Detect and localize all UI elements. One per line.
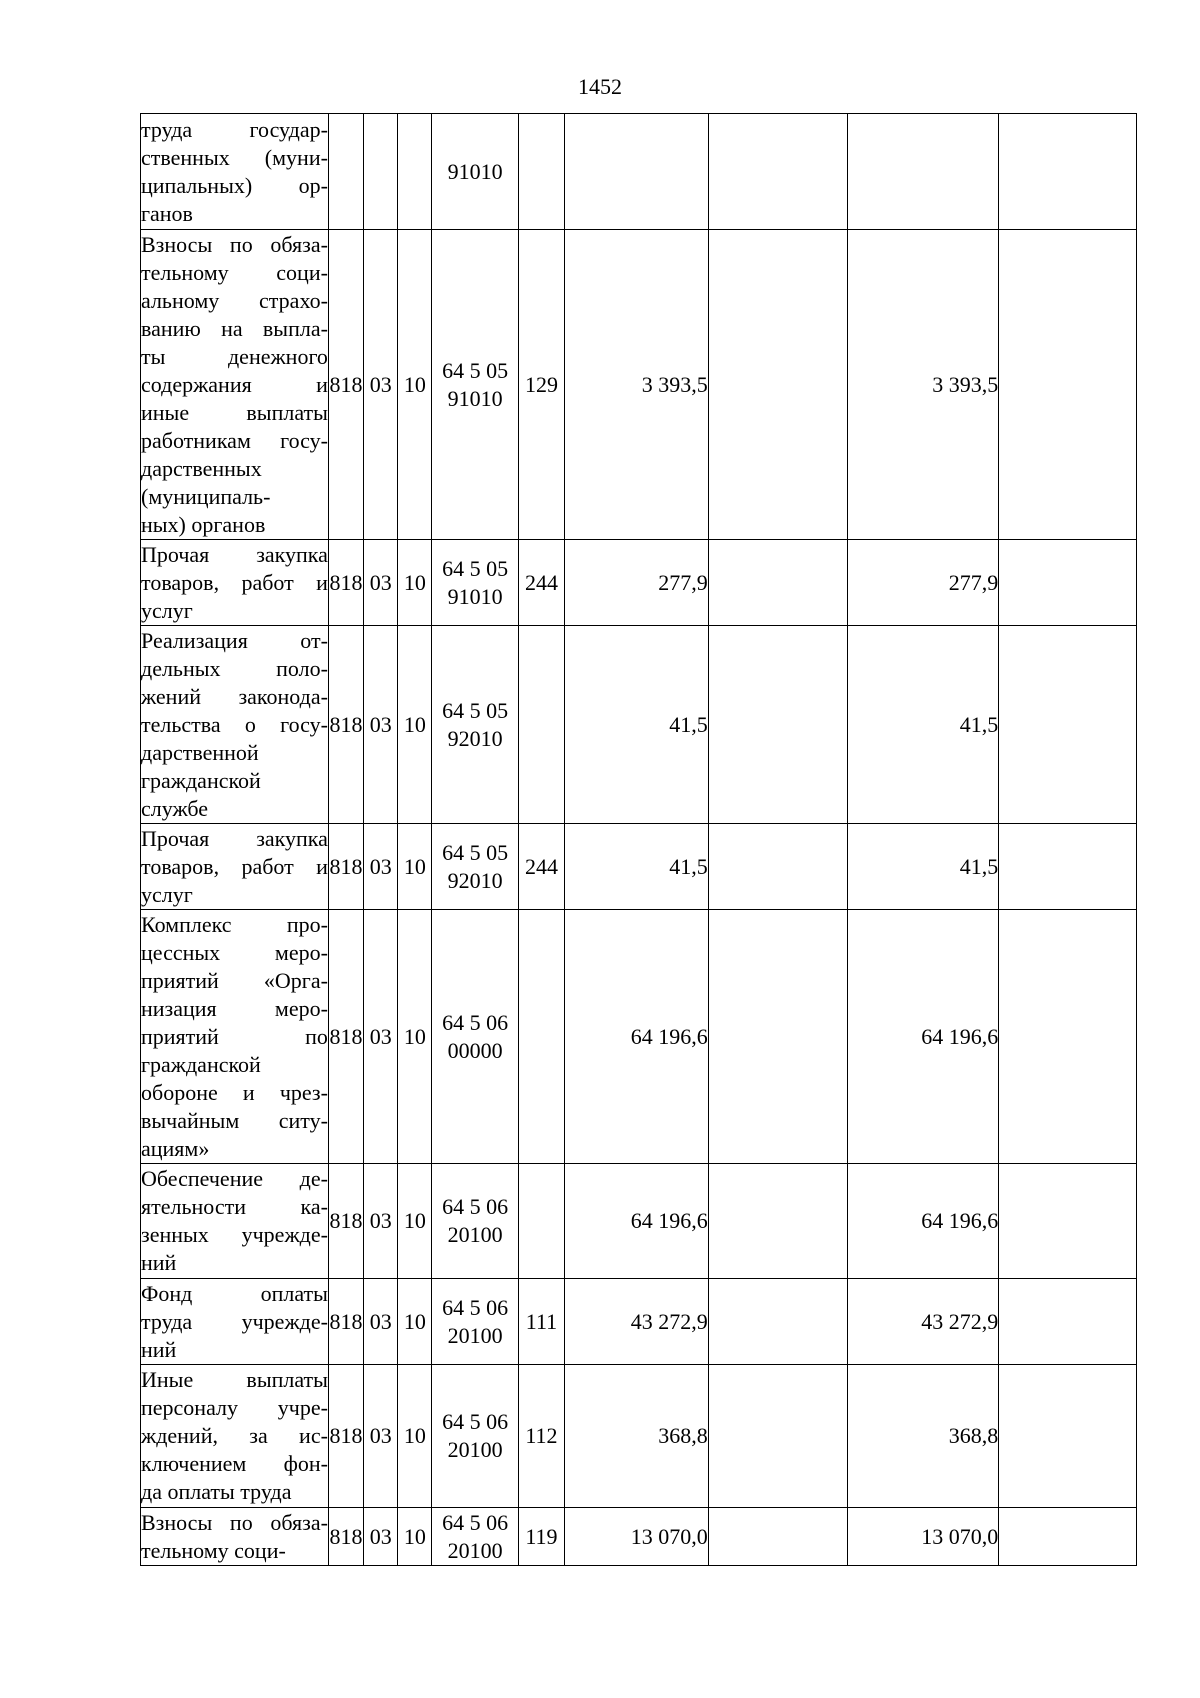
ministry-code-cell: 818	[328, 540, 363, 626]
amount-cell: 368,8	[848, 1365, 999, 1508]
amount-cell	[708, 910, 848, 1164]
table-row	[141, 1365, 1137, 1508]
row-name-line: Фонд оплаты	[141, 1280, 328, 1306]
amount-cell	[708, 1279, 848, 1365]
amount-cell	[999, 910, 1137, 1164]
row-name-line: обороне и чрез-	[141, 1079, 328, 1105]
row-name-cell	[141, 230, 329, 540]
expense-type-cell	[518, 910, 564, 1164]
target-article-line: 64 5 06	[442, 1294, 509, 1320]
row-name-line: ганов	[141, 200, 193, 226]
amount-cell	[708, 114, 848, 230]
subsection-code-cell: 10	[398, 910, 432, 1164]
expense-type-cell: 129	[518, 230, 564, 540]
expense-type-cell: 244	[518, 540, 564, 626]
row-name-line: ациям»	[141, 1135, 210, 1161]
amount-cell	[999, 1164, 1137, 1279]
section-code-cell	[364, 114, 398, 230]
amount-cell: 43 272,9	[565, 1279, 709, 1365]
target-article-line: 20100	[447, 1222, 503, 1247]
row-name-line: гражданской	[141, 767, 261, 793]
target-article-cell	[432, 114, 518, 230]
target-article-line: 64 5 06	[442, 1509, 509, 1535]
amount-cell	[708, 230, 848, 540]
target-article-line: 20100	[447, 1537, 503, 1563]
row-name-line: (муниципаль-	[141, 483, 271, 509]
table-row	[141, 824, 1137, 910]
row-name-line: Комплекс про-	[141, 911, 328, 937]
target-article-line: 92010	[447, 725, 503, 751]
row-name-line: ний	[141, 1336, 177, 1362]
amount-cell	[708, 1164, 848, 1279]
target-article-cell	[432, 1508, 518, 1566]
amount-cell	[708, 1365, 848, 1508]
row-name-cell	[141, 1164, 329, 1279]
amount-cell	[848, 114, 999, 230]
ministry-code-cell: 818	[328, 1164, 363, 1279]
expense-type-cell	[518, 1164, 564, 1279]
amount-cell: 368,8	[565, 1365, 709, 1508]
section-code-cell: 03	[364, 1164, 398, 1279]
row-name-line: ты денежного	[141, 343, 328, 369]
row-name-line: иные выплаты	[141, 399, 328, 425]
target-article-cell	[432, 230, 518, 540]
table-row	[141, 1164, 1137, 1279]
row-name-line: ных) органов	[141, 511, 266, 537]
section-code-cell: 03	[364, 910, 398, 1164]
table-row	[141, 626, 1137, 824]
row-name-cell	[141, 114, 329, 230]
row-name-line: Взносы по обяза-	[141, 231, 328, 257]
ministry-code-cell: 818	[328, 1508, 363, 1566]
amount-cell	[565, 114, 709, 230]
target-article-cell	[432, 910, 518, 1164]
amount-cell	[708, 626, 848, 824]
subsection-code-cell: 10	[398, 1164, 432, 1279]
target-article-cell	[432, 1365, 518, 1508]
ministry-code-cell: 818	[328, 1279, 363, 1365]
section-code-cell: 03	[364, 540, 398, 626]
amount-cell	[999, 230, 1137, 540]
target-article-line: 64 5 05	[442, 357, 509, 383]
amount-cell: 41,5	[565, 824, 709, 910]
budget-table-body	[141, 114, 1137, 1566]
row-name-line: услуг	[141, 597, 193, 623]
table-row	[141, 230, 1137, 540]
row-name-line: Реализация от-	[141, 627, 328, 653]
row-name-cell	[141, 540, 329, 626]
subsection-code-cell: 10	[398, 1508, 432, 1566]
expense-type-cell	[518, 114, 564, 230]
page-number: 1452	[578, 74, 622, 99]
row-name-line: услуг	[141, 881, 193, 907]
row-name-line: ципальных) ор-	[141, 172, 328, 198]
amount-cell: 43 272,9	[848, 1279, 999, 1365]
target-article-line: 91010	[447, 158, 503, 184]
target-article-line: 00000	[447, 1037, 503, 1063]
target-article-cell	[432, 824, 518, 910]
row-name-line: товаров, работ и	[141, 853, 328, 879]
amount-cell	[999, 824, 1137, 910]
amount-cell: 41,5	[848, 824, 999, 910]
expense-type-cell: 119	[518, 1508, 564, 1566]
section-code-cell: 03	[364, 824, 398, 910]
ministry-code-cell	[328, 114, 363, 230]
amount-cell	[708, 540, 848, 626]
amount-cell: 64 196,6	[565, 910, 709, 1164]
table-row	[141, 114, 1137, 230]
amount-cell	[999, 1279, 1137, 1365]
section-code-cell: 03	[364, 1279, 398, 1365]
amount-cell	[999, 540, 1137, 626]
row-name-line: товаров, работ и	[141, 569, 328, 595]
target-article-line: 64 5 05	[442, 839, 509, 865]
row-name-cell	[141, 824, 329, 910]
amount-cell	[999, 626, 1137, 824]
row-name-line: ключением фон-	[141, 1451, 328, 1476]
target-article-line: 92010	[447, 867, 503, 893]
row-name-line: Прочая закупка	[141, 541, 328, 567]
ministry-code-cell: 818	[328, 1365, 363, 1508]
amount-cell	[708, 1508, 848, 1566]
target-article-line: 20100	[447, 1322, 503, 1348]
row-name-line: ванию на выпла-	[141, 315, 328, 341]
row-name-cell	[141, 1508, 329, 1566]
amount-cell: 277,9	[565, 540, 709, 626]
expense-type-cell: 244	[518, 824, 564, 910]
target-article-line: 64 5 06	[442, 1194, 509, 1219]
target-article-line: 64 5 05	[442, 555, 509, 581]
expense-type-cell: 112	[518, 1365, 564, 1508]
expense-type-cell: 111	[518, 1279, 564, 1365]
table-row	[141, 1279, 1137, 1365]
row-name-line: ждений, за ис-	[141, 1423, 328, 1448]
subsection-code-cell: 10	[398, 626, 432, 824]
amount-cell: 64 196,6	[565, 1164, 709, 1279]
row-name-line: жений законода-	[141, 683, 328, 709]
row-name-line: гражданской	[141, 1051, 261, 1077]
target-article-cell	[432, 540, 518, 626]
row-name-line: приятий «Орга-	[141, 967, 328, 993]
amount-cell: 41,5	[848, 626, 999, 824]
subsection-code-cell: 10	[398, 230, 432, 540]
ministry-code-cell: 818	[328, 824, 363, 910]
amount-cell	[708, 824, 848, 910]
row-name-line: Обеспечение де-	[141, 1166, 328, 1191]
target-article-cell	[432, 1164, 518, 1279]
table-row	[141, 1508, 1137, 1566]
target-article-cell	[432, 1279, 518, 1365]
row-name-line: низация меро-	[141, 995, 328, 1021]
section-code-cell: 03	[364, 1365, 398, 1508]
target-article-line: 91010	[447, 583, 503, 609]
row-name-line: дельных поло-	[141, 655, 328, 681]
row-name-line: альному страхо-	[141, 287, 328, 313]
ministry-code-cell: 818	[328, 626, 363, 824]
subsection-code-cell	[398, 114, 432, 230]
row-name-line: ний	[141, 1250, 177, 1275]
amount-cell: 13 070,0	[565, 1508, 709, 1566]
subsection-code-cell: 10	[398, 1279, 432, 1365]
target-article-line: 64 5 06	[442, 1009, 509, 1035]
row-name-cell	[141, 910, 329, 1164]
row-name-line: вычайным ситу-	[141, 1107, 328, 1133]
row-name-line: тельства о госу-	[141, 711, 328, 737]
row-name-line: ственных (муни-	[141, 144, 328, 170]
row-name-line: труда государ-	[141, 116, 328, 142]
target-article-line: 91010	[447, 385, 503, 411]
row-name-line: цессных меро-	[141, 939, 328, 965]
row-name-line: Взносы по обяза-	[141, 1509, 328, 1535]
budget-table	[140, 113, 1137, 1566]
table-row	[141, 910, 1137, 1164]
section-code-cell: 03	[364, 230, 398, 540]
row-name-line: работникам госу-	[141, 427, 328, 453]
row-name-line: Иные выплаты	[141, 1367, 328, 1392]
amount-cell: 64 196,6	[848, 910, 999, 1164]
row-name-line: дарственных	[141, 455, 262, 481]
row-name-line: ятельности ка-	[141, 1194, 328, 1219]
subsection-code-cell: 10	[398, 1365, 432, 1508]
amount-cell: 277,9	[848, 540, 999, 626]
ministry-code-cell: 818	[328, 910, 363, 1164]
amount-cell: 64 196,6	[848, 1164, 999, 1279]
row-name-line: труда учрежде-	[141, 1308, 328, 1334]
target-article-line: 64 5 05	[442, 697, 509, 723]
amount-cell: 13 070,0	[848, 1508, 999, 1566]
row-name-line: тельному соци-	[141, 1537, 286, 1563]
amount-cell	[999, 114, 1137, 230]
row-name-cell	[141, 1279, 329, 1365]
amount-cell: 3 393,5	[848, 230, 999, 540]
amount-cell: 41,5	[565, 626, 709, 824]
ministry-code-cell: 818	[328, 230, 363, 540]
amount-cell	[999, 1365, 1137, 1508]
amount-cell: 3 393,5	[565, 230, 709, 540]
row-name-line: Прочая закупка	[141, 825, 328, 851]
row-name-cell	[141, 1365, 329, 1508]
row-name-line: персоналу учре-	[141, 1395, 328, 1420]
row-name-line: да оплаты труда	[141, 1479, 292, 1504]
section-code-cell: 03	[364, 1508, 398, 1566]
section-code-cell: 03	[364, 626, 398, 824]
row-name-line: тельному соци-	[141, 259, 328, 285]
target-article-line: 64 5 06	[442, 1409, 509, 1434]
row-name-line: приятий по	[141, 1023, 328, 1049]
amount-cell	[999, 1508, 1137, 1566]
row-name-line: дарственной	[141, 739, 259, 765]
table-row	[141, 540, 1137, 626]
row-name-cell	[141, 626, 329, 824]
expense-type-cell	[518, 626, 564, 824]
row-name-line: зенных учрежде-	[141, 1222, 328, 1247]
target-article-line: 20100	[447, 1437, 503, 1462]
row-name-line: содержания и	[141, 371, 328, 397]
target-article-cell	[432, 626, 518, 824]
subsection-code-cell: 10	[398, 540, 432, 626]
subsection-code-cell: 10	[398, 824, 432, 910]
row-name-line: службе	[141, 795, 209, 821]
